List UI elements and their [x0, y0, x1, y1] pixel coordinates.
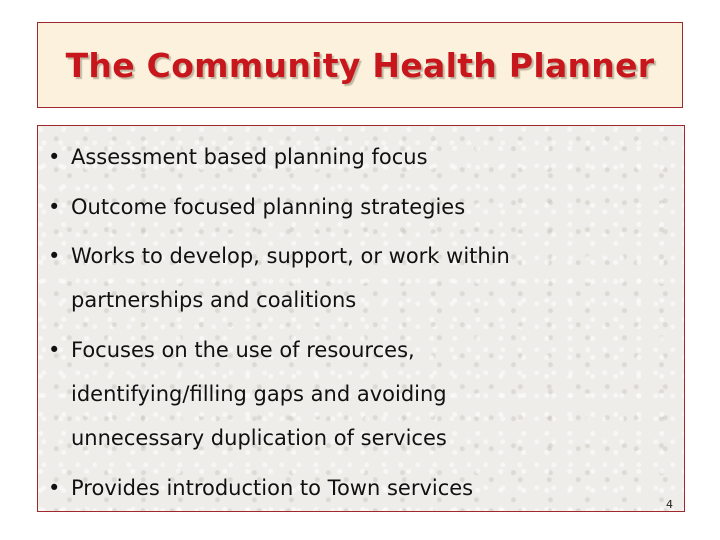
bullet-text-continuation: unnecessary duplication of services	[71, 426, 447, 450]
bullet-text: Outcome focused planning strategies	[71, 195, 466, 219]
bullet-text: Works to develop, support, or work within	[71, 244, 510, 268]
bullet-item	[45, 234, 665, 322]
bullet-item	[45, 328, 665, 460]
bullet-text-continuation: partnerships and coalitions	[71, 288, 357, 312]
page-number: 4	[666, 498, 673, 511]
bullet-text: Focuses on the use of resources,	[71, 338, 415, 362]
content-box	[37, 125, 685, 512]
bullet-marker: •	[48, 338, 61, 362]
bullet-marker: •	[48, 195, 61, 219]
bullet-marker: •	[48, 244, 61, 268]
bullet-text: Assessment based planning focus	[71, 145, 428, 169]
bullet-text: Provides introduction to Town services	[71, 476, 474, 500]
title-box	[37, 22, 683, 108]
bullet-item	[45, 185, 665, 229]
slide-title: The Community Health Planner	[65, 45, 655, 85]
bullet-marker: •	[48, 476, 61, 500]
bullet-item	[45, 135, 665, 179]
bullet-item	[45, 466, 665, 510]
bullet-text-continuation: identifying/filling gaps and avoiding	[71, 382, 447, 406]
bullet-marker: •	[48, 145, 61, 169]
